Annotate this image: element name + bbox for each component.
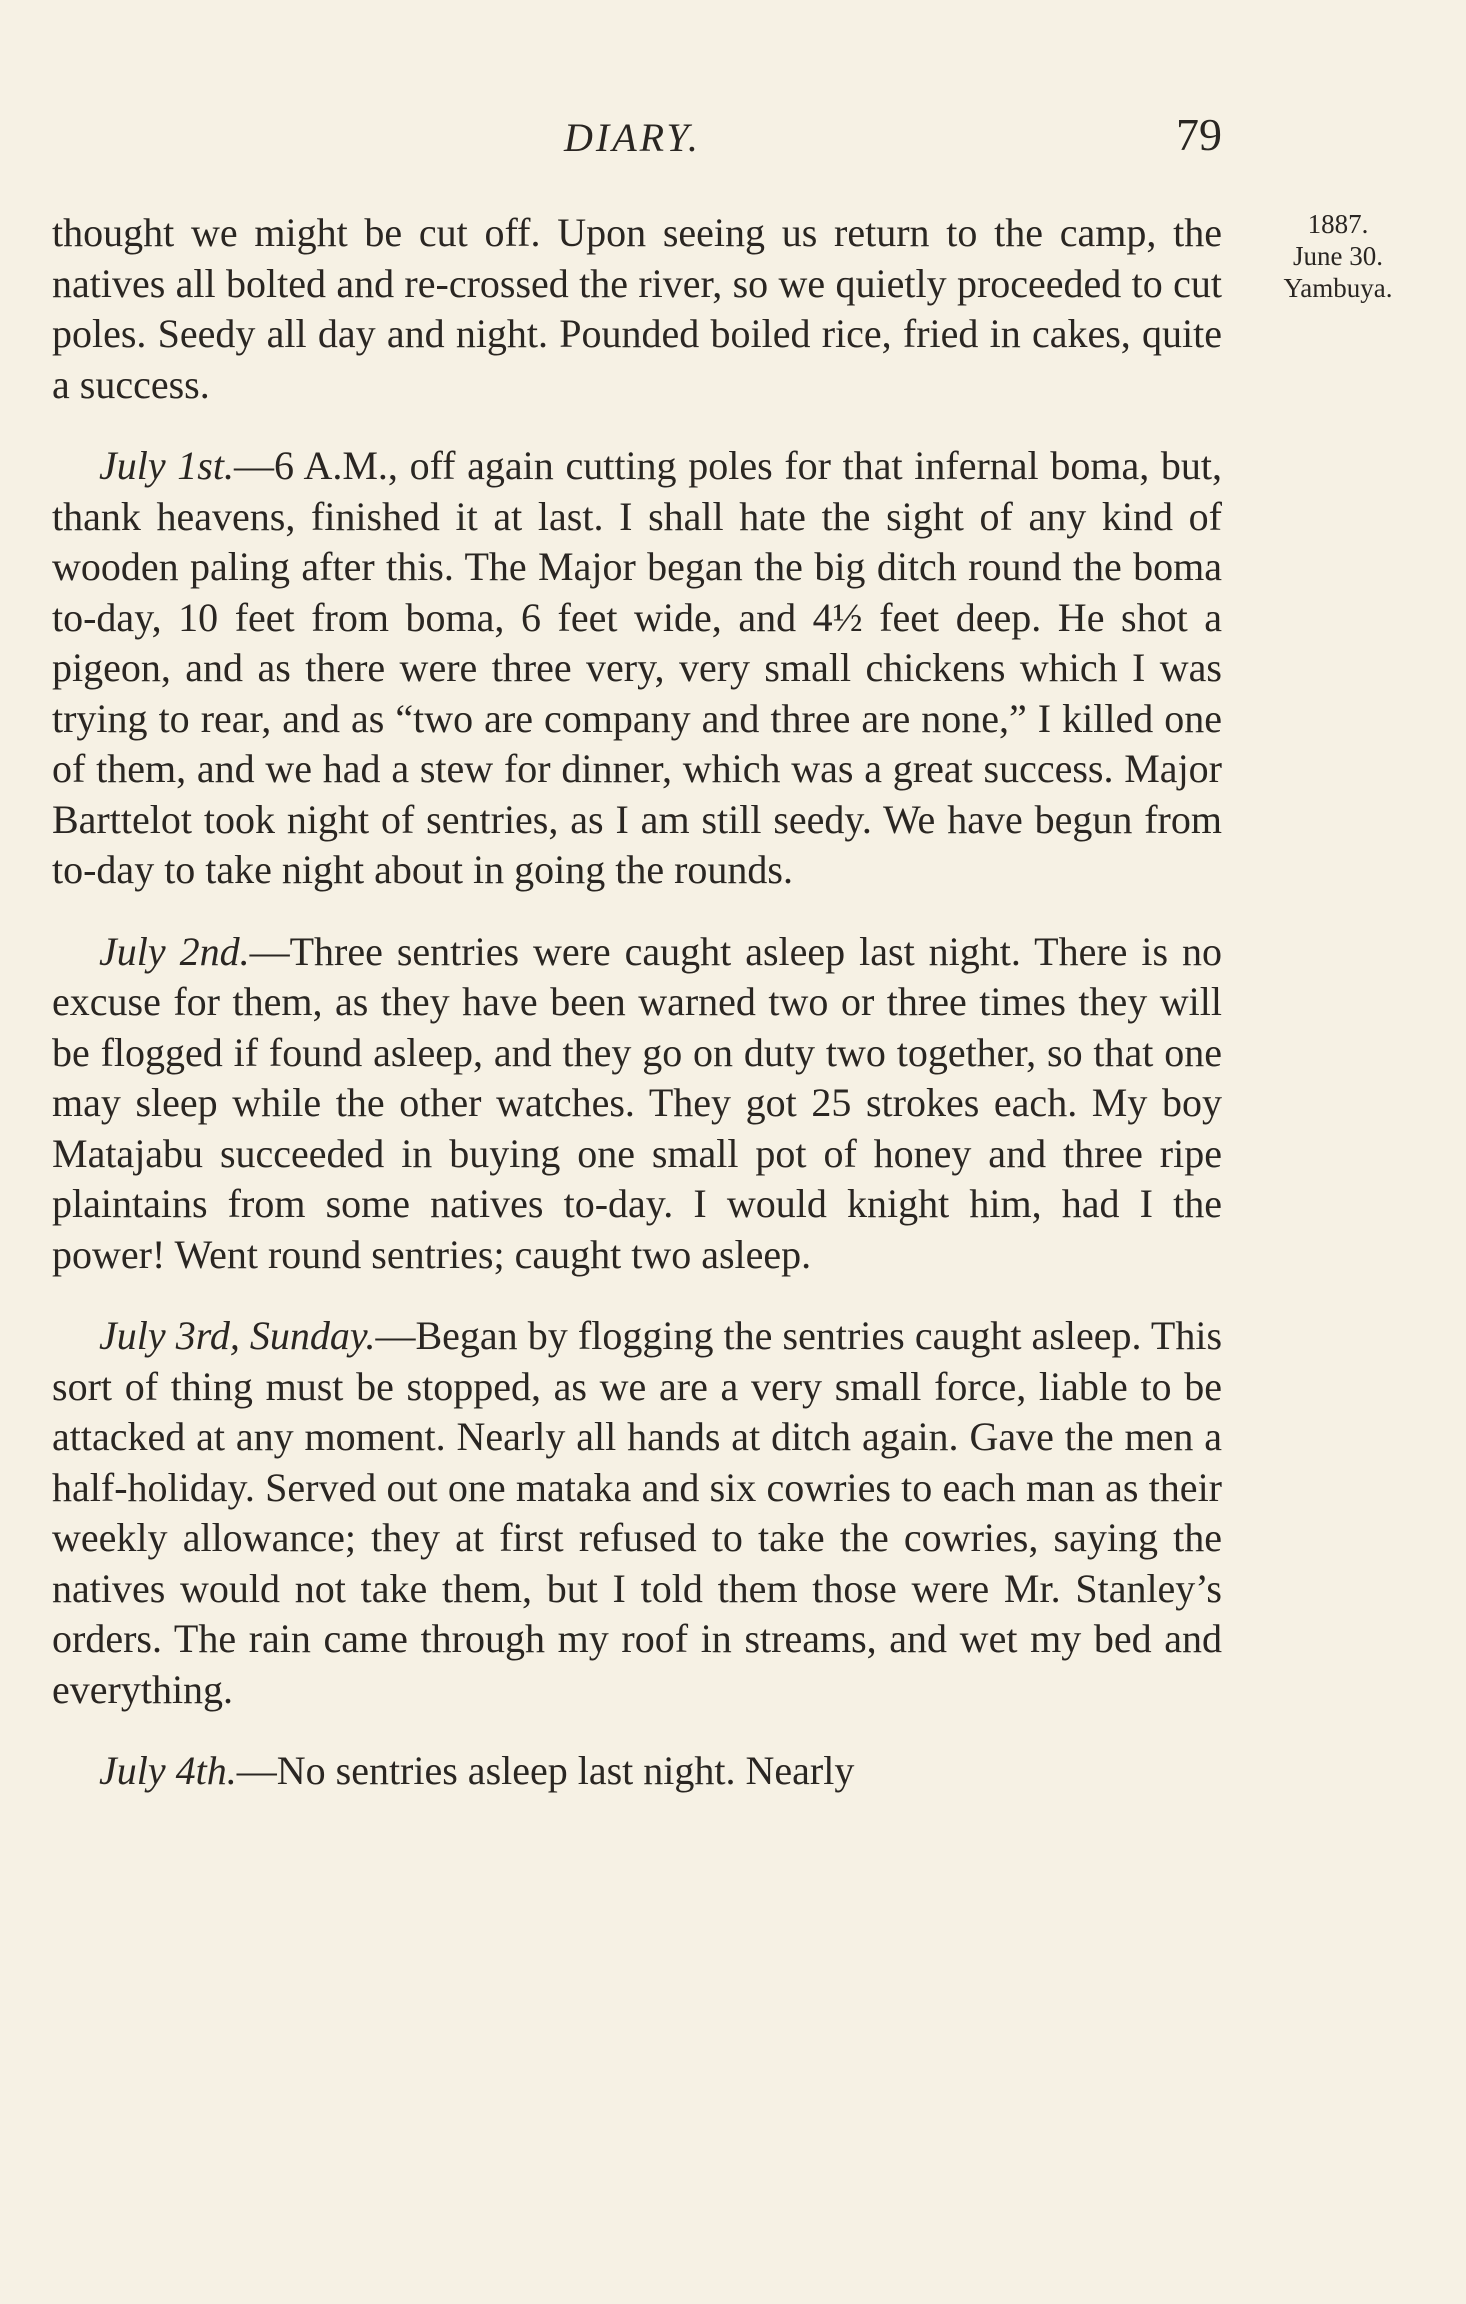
entry-text: —Began by flogging the sentries caught asleep. This sort of thing must be stopped, as we are a very small force, liable to be attacked at any moment. Nearly all hands at ditch again. Gave the men a half-holiday. Served out one mataka and six cowries to each man as their weekly allowance; they at first refused to take the cowries, saying the natives would not take them, but I told them those were Mr. Stanley’s orders. The rain came through my roof in streams, and wet my bed and everything. — [52, 1313, 1223, 1712]
running-head — [52, 108, 1222, 168]
diary-text — [52, 208, 1222, 1797]
entry-date: July 3rd, Sunday. — [99, 1313, 376, 1358]
margin-note-date: June 30. — [1293, 241, 1383, 271]
entry-text: —6 A.M., off again cutting poles for that infernal boma, but, thank heavens, finished it at last. I shall hate the sight of any kind of wooden paling after this. The Major began the big ditch round the boma to-day, 10 feet from boma, 6 feet wide, and 4½ feet deep. He shot a pigeon, and as there were three very, very small chickens which I was trying to rear, and as “two are company and three are none,” I killed one of them, and we had a stew for dinner, which was a great success. Major Barttelot took night of sentries, as I am still seedy. We have begun from to-day to take night about in going the rounds. — [52, 443, 1222, 892]
entry-date: July 4th. — [99, 1748, 237, 1793]
entry-date: July 2nd. — [99, 928, 250, 974]
diary-entry-july-3 — [52, 1311, 1222, 1715]
entry-text: —No sentries asleep last night. Nearly — [236, 1748, 855, 1793]
margin-note-place: Yambuya. — [1283, 273, 1393, 303]
entry-text: —Three sentries were caught asleep last night. There is no excuse for them, as they have been warned two or three times they will be flogged if found asleep, and they go on duty two together, so that one may sleep while the other watches. They got 25 strokes each. My boy Matajabu succeeded in buying one small pot of honey and three ripe plaintains from some natives to-day. I would knight him, had I the power! Went round sentries; caught two asleep. — [52, 928, 1223, 1277]
entry-text: thought we might be cut off. Upon seeing us return to the camp, the natives all bolted and re-crossed the river, so we quietly proceeded to cut poles. Seedy all day and night. Pounded boiled rice, fried in cakes, quite a success. — [52, 210, 1222, 407]
entry-date: July 1st. — [99, 443, 234, 488]
diary-entry-july-1 — [52, 441, 1222, 896]
page-number: 79 — [1176, 109, 1222, 160]
diary-entry-july-2 — [52, 927, 1222, 1281]
diary-entry-july-4 — [52, 1746, 1222, 1797]
margin-note — [1248, 208, 1428, 304]
running-title: DIARY. — [564, 115, 701, 160]
diary-paragraph-continued — [52, 208, 1222, 410]
margin-note-year: 1887. — [1307, 209, 1369, 239]
